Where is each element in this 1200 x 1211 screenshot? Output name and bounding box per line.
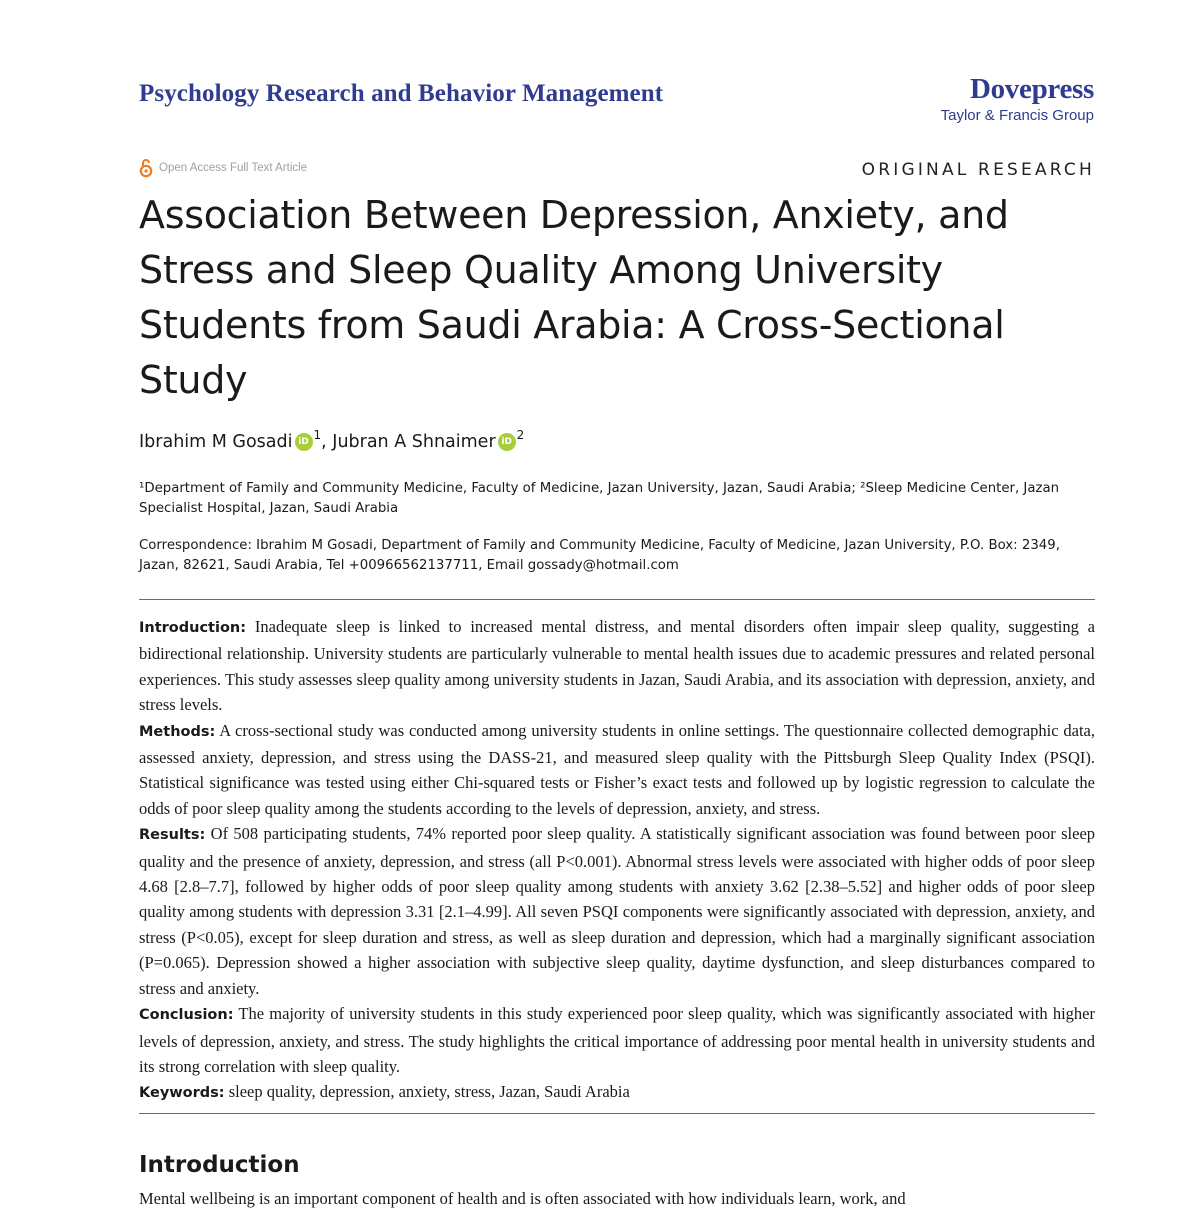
- abstract-conclusion: [139, 1001, 1095, 1079]
- article-type: ORIGINAL RESEARCH: [861, 160, 1095, 180]
- author-affiliation-mark: 1: [313, 428, 322, 442]
- open-access-icon: [139, 158, 153, 178]
- article-title: Association Between Depression, Anxiety, and Stress and Sleep Quality Among University Students from Saudi Arabia: A Cross-Sectional Study: [139, 193, 1009, 402]
- journal-title: Psychology Research and Behavior Management: [139, 80, 664, 107]
- abstract-results: [139, 821, 1095, 1001]
- abstract-label: Results:: [139, 827, 206, 844]
- abstract: [139, 614, 1095, 1107]
- open-access-badge: [139, 158, 307, 178]
- author-affiliation-mark: 2: [516, 428, 525, 442]
- abstract-label: Introduction:: [139, 620, 247, 636]
- publisher-name: Dovepress: [969, 73, 1094, 105]
- publisher-logo: [941, 74, 1094, 124]
- keywords-label: Keywords:: [139, 1085, 225, 1102]
- author-separator: ,: [321, 432, 333, 452]
- correspondence: Correspondence: Ibrahim M Gosadi, Department of Family and Community Medicine, Faculty of Medicine, Jazan University, P.O. Box: 2349, Jazan, 82621, Saudi Arabia, Tel +00966562137711, Email gossady@hotmail.com: [139, 538, 1060, 573]
- divider: [139, 1113, 1095, 1114]
- section-heading: Introduction: [139, 1152, 300, 1178]
- abstract-text: Inadequate sleep is linked to increased mental distress, and mental disorders often impair sleep quality, suggesting a bidirectional relationship. University students are particularly vulnerable to mental health issues due to academic pressures and related personal experiences. This study assesses sleep quality among university students in Jazan, Saudi Arabia, and its association with depression, anxiety, and stress levels.: [139, 617, 1095, 715]
- abstract-label: Methods:: [139, 723, 216, 740]
- affiliations: ¹Department of Family and Community Medicine, Faculty of Medicine, Jazan University, Jazan, Saudi Arabia; ²Sleep Medicine Center, Jazan Specialist Hospital, Jazan, Saudi Arabia: [139, 481, 1060, 516]
- author-name[interactable]: Ibrahim M Gosadi: [139, 432, 293, 452]
- publisher-group: Taylor & Francis Group: [940, 107, 1094, 124]
- divider: [139, 599, 1095, 600]
- keywords: sleep quality, depression, anxiety, stress, Jazan, Saudi Arabia: [228, 1082, 630, 1102]
- abstract-introduction: [139, 614, 1095, 718]
- abstract-label: Conclusion:: [139, 1007, 234, 1024]
- author-name[interactable]: Jubran A Shnaimer: [332, 432, 496, 452]
- body-paragraph: Mental wellbeing is an important component of health and is often associated with how individuals learn, work, and: [139, 1189, 906, 1208]
- open-access-label: Open Access Full Text Article: [159, 162, 308, 174]
- orcid-icon[interactable]: iD: [498, 433, 516, 451]
- abstract-methods: [139, 718, 1095, 822]
- abstract-text: A cross-sectional study was conducted among university students in online settings. The questionnaire collected demographic data, assessed anxiety, depression, and stress using the DASS-21, and measured sleep quality with the Pittsburgh Sleep Quality Index (PSQI). Statistical significance was tested using either Chi-squared tests or Fisher’s exact tests and followed up by logistic regression to calculate the odds of poor sleep quality among the students according to the levels of depression, anxiety, and stress.: [139, 720, 1095, 818]
- orcid-icon[interactable]: iD: [295, 433, 313, 451]
- abstract-text: Of 508 participating students, 74% reported poor sleep quality. A statistically significant association was found between poor sleep quality and the presence of anxiety, depression, and stress (all P<0.001). Abnormal stress levels were associated with higher odds of poor sleep 4.68 [2.8–7.7], followed by higher odds of poor sleep quality among students with anxiety 3.62 [2.38–5.52] and higher odds of poor sleep quality among students with depression 3.31 [2.1–4.99]. All seven PSQI components were significantly associated with depression, anxiety, and stress (P<0.05), except for sleep duration and stress, as well as sleep duration and depression, which had a marginally significant association (P=0.065). Depression showed a higher association with subjective sleep quality, daytime dysfunction, and sleep disturbances compared to stress and anxiety.: [139, 824, 1096, 998]
- abstract-keywords: [139, 1079, 1095, 1106]
- abstract-text: The majority of university students in this study experienced poor sleep quality, which was significantly associated with higher levels of depression, anxiety, and stress. The study highlights the critical importance of addressing poor mental health in university students and its strong correlation with sleep quality.: [139, 1004, 1096, 1076]
- author-list: [139, 428, 525, 452]
